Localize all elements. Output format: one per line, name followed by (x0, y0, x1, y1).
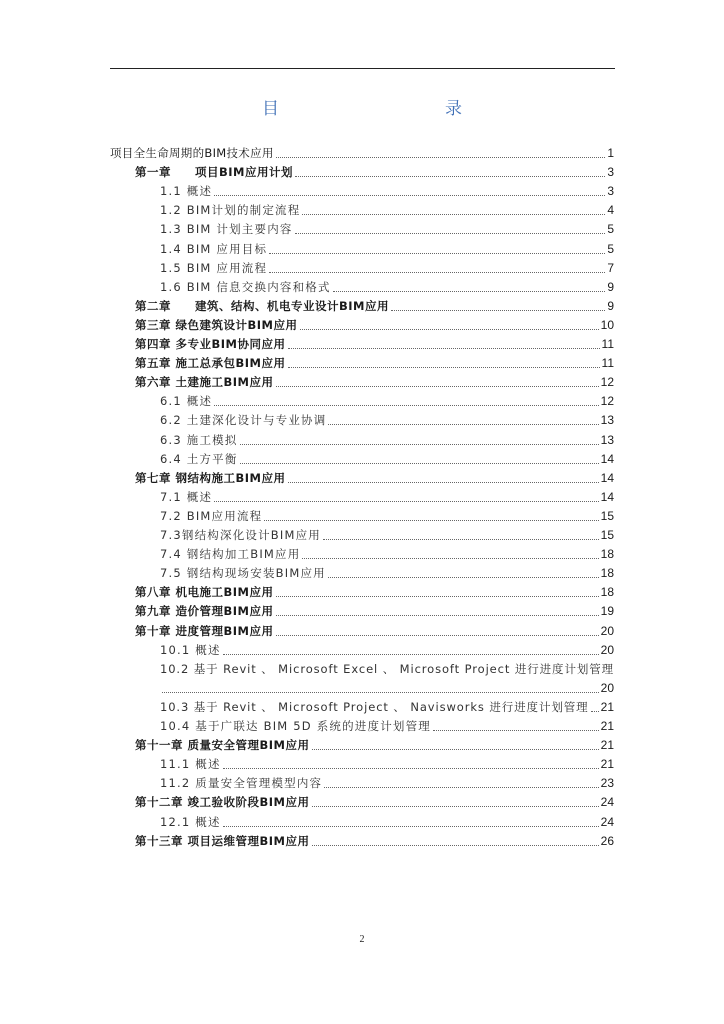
toc-chapter-entry[interactable] (135, 355, 614, 372)
toc-leader (223, 826, 599, 827)
toc-page-number: 13 (600, 413, 614, 428)
toc-entry-text: 1.4 BIM 应用目标 (160, 241, 268, 256)
toc-section-entry[interactable] (160, 183, 614, 200)
toc-page-number: 11 (601, 356, 614, 371)
toc-section-entry[interactable] (160, 756, 614, 773)
toc-page-number: 18 (600, 547, 614, 562)
toc-entry-text: 7.1 概述 (160, 489, 213, 504)
toc-page-number: 18 (600, 585, 614, 600)
toc-page-number: 12 (600, 394, 614, 409)
toc-entry-text: 6.1 概述 (160, 394, 213, 409)
toc-leader (295, 176, 605, 177)
toc-page-number: 14 (600, 489, 614, 504)
toc-leader (276, 386, 599, 387)
toc-entry-text: 第八章 机电施工BIM应用 (135, 585, 274, 600)
toc-entry-text: 第二章 建筑、结构、机电专业设计BIM应用 (135, 298, 389, 313)
toc-chapter-entry[interactable] (135, 584, 614, 601)
toc-section-entry[interactable] (160, 814, 614, 831)
toc-leader (288, 367, 600, 368)
toc-chapter-entry[interactable] (135, 164, 614, 181)
toc-section-entry[interactable] (160, 546, 614, 563)
toc-page-number: 11 (601, 337, 614, 351)
toc-leader (323, 539, 599, 540)
toc-page-number: 3 (607, 165, 614, 180)
toc-page-number: 21 (600, 719, 614, 733)
toc-leader (240, 463, 599, 464)
toc-section-entry[interactable] (160, 642, 614, 659)
toc-page-number: 20 (600, 680, 614, 695)
toc-leader (591, 711, 599, 712)
toc-section-entry[interactable] (160, 718, 614, 735)
toc-entry-text: 1.1 概述 (160, 184, 213, 199)
toc-entry-text: 1.2 BIM计划的制定流程 (160, 203, 301, 218)
toc-entry-text: 第十三章 项目运维管理BIM应用 (135, 833, 310, 848)
toc-page-number: 21 (600, 757, 614, 772)
toc-entry-text: 1.3 BIM 计划主要内容 (160, 222, 293, 237)
toc-page-number: 21 (600, 738, 614, 753)
toc-entry-text: 项目全生命周期的BIM技术应用 (110, 146, 274, 160)
toc-section-entry[interactable] (160, 241, 614, 258)
toc-leader (276, 635, 599, 636)
toc-entry-text: 第五章 施工总承包BIM应用 (135, 356, 286, 371)
toc-page-number: 13 (600, 432, 614, 447)
toc-leader (333, 291, 606, 292)
toc-entry-text: 第十章 进度管理BIM应用 (135, 623, 274, 638)
toc-leader (288, 482, 599, 483)
toc-chapter-entry[interactable] (135, 603, 614, 620)
toc-entry[interactable] (160, 680, 614, 697)
toc-section-entry[interactable] (160, 221, 614, 238)
toc-leader (276, 615, 599, 616)
toc-page-number: 24 (600, 795, 614, 810)
toc-page-number: 7 (607, 260, 614, 275)
toc-leader (269, 272, 605, 273)
toc-leader (324, 787, 598, 788)
toc-section-entry[interactable] (160, 508, 614, 525)
toc-entry-text: 第九章 造价管理BIM应用 (135, 604, 274, 619)
toc-chapter-entry[interactable] (135, 794, 614, 811)
toc-chapter-entry[interactable] (135, 317, 614, 334)
toc-entry-text: 第十二章 竣工验收阶段BIM应用 (135, 795, 310, 810)
toc-page-number: 24 (600, 814, 614, 829)
toc-entry-text: 1.5 BIM 应用流程 (160, 260, 268, 275)
toc-leader (264, 520, 598, 521)
toc-entry-text: 第十一章 质量安全管理BIM应用 (135, 738, 310, 753)
toc-leader (312, 806, 599, 807)
toc-leader (223, 654, 599, 655)
toc-section-entry[interactable] (160, 489, 614, 506)
toc-leader (300, 329, 599, 330)
toc-entry-text: 7.4 钢结构加工BIM应用 (160, 547, 301, 562)
toc-page-number: 9 (607, 279, 614, 294)
toc-chapter-entry[interactable] (135, 623, 614, 640)
toc-page-number: 19 (600, 604, 614, 619)
toc-leader (433, 730, 599, 731)
toc-entry-text: 10.1 概述 (160, 642, 221, 657)
toc-entry-text: 11.2 质量安全管理模型内容 (160, 776, 323, 791)
toc-leader (302, 558, 598, 559)
toc-section-entry[interactable] (160, 451, 614, 468)
toc-root-entry[interactable] (110, 145, 614, 162)
toc-leader (312, 749, 599, 750)
toc-chapter-entry[interactable] (135, 374, 614, 391)
toc-section-entry[interactable] (160, 775, 614, 792)
toc-entry-text: 第一章 项目BIM应用计划 (135, 165, 293, 180)
toc-entry-text: 12.1 概述 (160, 814, 221, 829)
toc-section-entry[interactable] (160, 699, 614, 716)
toc-section-entry[interactable] (160, 432, 614, 449)
toc-page-number: 20 (600, 642, 614, 657)
page-number: 2 (359, 934, 365, 945)
toc-section-entry[interactable] (160, 393, 614, 410)
toc-entry-text: 6.4 土方平衡 (160, 451, 238, 466)
toc-leader (240, 444, 599, 445)
toc-page-number: 4 (607, 203, 614, 218)
toc-entry-text: 7.3钢结构深化设计BIM应用 (160, 528, 321, 542)
toc-leader (288, 348, 600, 349)
toc-page-number: 12 (600, 375, 614, 390)
toc-page-number: 20 (600, 623, 614, 638)
toc-leader (391, 310, 605, 311)
toc-page-number: 5 (607, 241, 614, 256)
toc-page-number: 9 (607, 298, 614, 313)
toc-leader (162, 692, 599, 693)
toc-section-entry[interactable] (160, 202, 614, 219)
toc-section-entry[interactable] (160, 279, 614, 296)
toc-section-entry[interactable] (160, 260, 614, 277)
toc-entry-text: 第三章 绿色建筑设计BIM应用 (135, 317, 298, 332)
toc-leader (295, 233, 606, 234)
toc-page-number: 21 (600, 699, 614, 714)
toc-entry-text: 11.1 概述 (160, 757, 221, 772)
toc-chapter-entry[interactable] (135, 336, 614, 353)
toc-leader (214, 501, 598, 502)
toc-entry-text[interactable]: 10.2 基于 Revit 、 Microsoft Excel 、 Microsoft Project 进行进度计划管理 (160, 661, 615, 676)
toc-page-number: 15 (600, 528, 614, 542)
toc-leader (214, 405, 598, 406)
toc-page-number: 14 (600, 470, 614, 485)
toc-title: 目 录 (262, 99, 506, 119)
toc-leader (302, 214, 605, 215)
toc-leader (328, 424, 598, 425)
toc-page-number: 18 (600, 566, 614, 581)
toc-page-number: 15 (600, 508, 614, 523)
toc-entry-text: 第六章 土建施工BIM应用 (135, 375, 274, 390)
toc-leader (328, 577, 599, 578)
toc-leader (276, 596, 599, 597)
toc-section-entry[interactable] (160, 565, 614, 582)
toc-leader (214, 195, 605, 196)
toc-chapter-entry[interactable] (135, 298, 614, 315)
toc-entry-text: 6.2 土建深化设计与专业协调 (160, 413, 327, 428)
toc-chapter-entry[interactable] (135, 470, 614, 487)
toc-leader (223, 768, 599, 769)
toc-entry-text: 第七章 钢结构施工BIM应用 (135, 470, 286, 485)
toc-entry-text: 第四章 多专业BIM协同应用 (135, 337, 286, 351)
toc-page-number: 14 (600, 451, 614, 466)
toc-leader (269, 253, 605, 254)
toc-leader (276, 157, 606, 158)
toc-entry-text: 7.5 钢结构现场安装BIM应用 (160, 566, 326, 581)
toc-entry-text: 1.6 BIM 信息交换内容和格式 (160, 279, 331, 294)
toc-page-number: 1 (607, 146, 614, 160)
toc-section-entry[interactable] (160, 412, 614, 429)
toc-page-number: 5 (607, 222, 614, 237)
toc-section-entry[interactable] (160, 527, 614, 544)
toc-entry-text: 7.2 BIM应用流程 (160, 508, 263, 523)
toc-entry-text: 10.4 基于广联达 BIM 5D 系统的进度计划管理 (160, 719, 432, 733)
toc-leader (312, 845, 599, 846)
toc-chapter-entry[interactable] (135, 737, 614, 754)
toc-page-number: 26 (600, 833, 614, 848)
toc-entry-text: 6.3 施工模拟 (160, 432, 238, 447)
toc-entry-text: 10.3 基于 Revit 、 Microsoft Project 、 Navisworks 进行进度计划管理 (160, 699, 589, 714)
toc-page-number: 23 (600, 776, 614, 791)
toc-page-number: 10 (600, 317, 614, 332)
toc-page-number: 3 (607, 184, 614, 199)
toc-chapter-entry[interactable] (135, 833, 614, 850)
header-rule (110, 68, 615, 69)
